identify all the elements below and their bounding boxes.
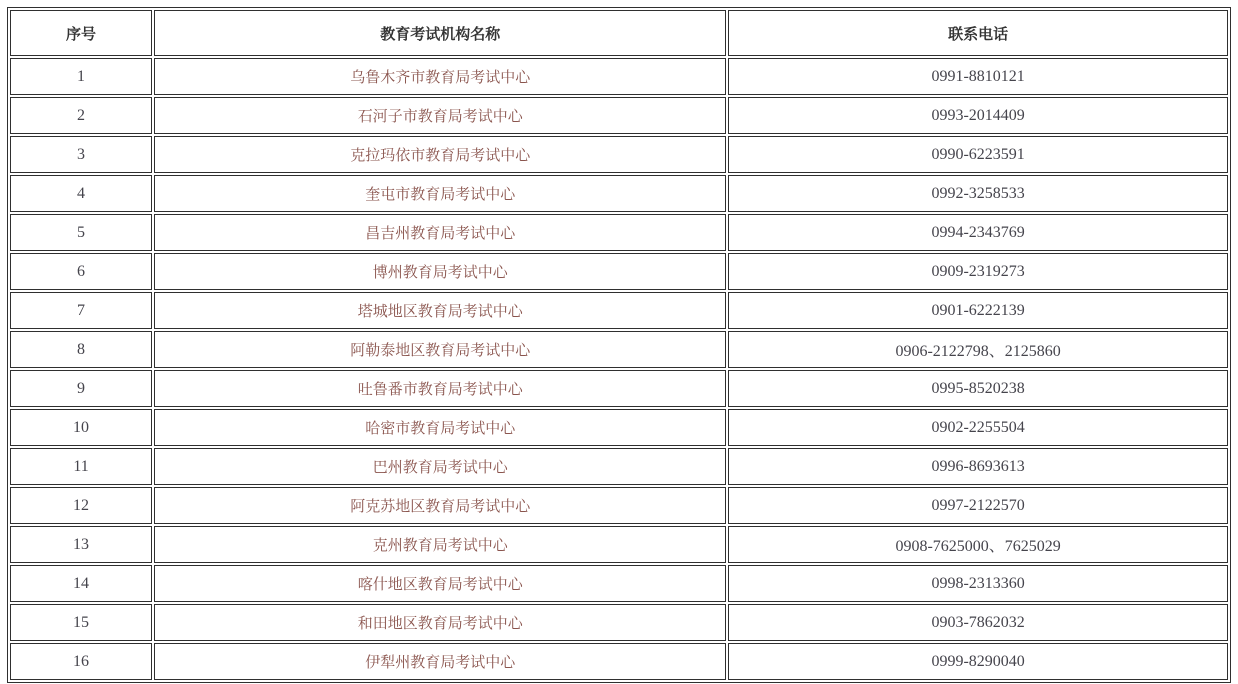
cell-institution-name: 昌吉州教育局考试中心 [154, 214, 726, 251]
cell-serial-number: 12 [10, 487, 152, 524]
cell-serial-number: 9 [10, 370, 152, 407]
cell-contact-phone: 0998-2313360 [728, 565, 1228, 602]
cell-institution-name: 伊犁州教育局考试中心 [154, 643, 726, 680]
cell-institution-name: 塔城地区教育局考试中心 [154, 292, 726, 329]
cell-institution-name: 阿勒泰地区教育局考试中心 [154, 331, 726, 368]
cell-institution-name: 石河子市教育局考试中心 [154, 97, 726, 134]
table-row [10, 58, 1228, 95]
cell-contact-phone: 0906-2122798、2125860 [728, 331, 1228, 368]
cell-institution-name: 喀什地区教育局考试中心 [154, 565, 726, 602]
table-row [10, 643, 1228, 680]
cell-serial-number: 5 [10, 214, 152, 251]
header-contact-phone: 联系电话 [728, 10, 1228, 56]
cell-contact-phone: 0996-8693613 [728, 448, 1228, 485]
cell-contact-phone: 0902-2255504 [728, 409, 1228, 446]
table-row [10, 526, 1228, 563]
cell-serial-number: 1 [10, 58, 152, 95]
table-row [10, 331, 1228, 368]
cell-contact-phone: 0992-3258533 [728, 175, 1228, 212]
exam-center-contact-table [7, 7, 1231, 683]
table-row [10, 604, 1228, 641]
cell-institution-name: 克州教育局考试中心 [154, 526, 726, 563]
cell-institution-name: 克拉玛依市教育局考试中心 [154, 136, 726, 173]
cell-contact-phone: 0990-6223591 [728, 136, 1228, 173]
cell-serial-number: 13 [10, 526, 152, 563]
cell-contact-phone: 0909-2319273 [728, 253, 1228, 290]
cell-contact-phone: 0997-2122570 [728, 487, 1228, 524]
cell-contact-phone: 0999-8290040 [728, 643, 1228, 680]
cell-institution-name: 阿克苏地区教育局考试中心 [154, 487, 726, 524]
cell-institution-name: 巴州教育局考试中心 [154, 448, 726, 485]
cell-serial-number: 16 [10, 643, 152, 680]
cell-serial-number: 10 [10, 409, 152, 446]
cell-contact-phone: 0903-7862032 [728, 604, 1228, 641]
table-row [10, 97, 1228, 134]
table-row [10, 214, 1228, 251]
cell-institution-name: 奎屯市教育局考试中心 [154, 175, 726, 212]
table-row [10, 253, 1228, 290]
cell-serial-number: 8 [10, 331, 152, 368]
cell-contact-phone: 0991-8810121 [728, 58, 1228, 95]
cell-contact-phone: 0901-6222139 [728, 292, 1228, 329]
table-row [10, 370, 1228, 407]
cell-serial-number: 11 [10, 448, 152, 485]
cell-contact-phone: 0994-2343769 [728, 214, 1228, 251]
table-row [10, 175, 1228, 212]
cell-serial-number: 7 [10, 292, 152, 329]
table-row [10, 448, 1228, 485]
cell-institution-name: 乌鲁木齐市教育局考试中心 [154, 58, 726, 95]
table-row [10, 487, 1228, 524]
table-row [10, 565, 1228, 602]
cell-contact-phone: 0995-8520238 [728, 370, 1228, 407]
cell-serial-number: 3 [10, 136, 152, 173]
table-row [10, 292, 1228, 329]
cell-serial-number: 15 [10, 604, 152, 641]
cell-serial-number: 14 [10, 565, 152, 602]
table-row [10, 409, 1228, 446]
header-institution-name: 教育考试机构名称 [154, 10, 726, 56]
cell-institution-name: 吐鲁番市教育局考试中心 [154, 370, 726, 407]
cell-serial-number: 2 [10, 97, 152, 134]
cell-institution-name: 和田地区教育局考试中心 [154, 604, 726, 641]
cell-serial-number: 6 [10, 253, 152, 290]
cell-contact-phone: 0993-2014409 [728, 97, 1228, 134]
cell-contact-phone: 0908-7625000、7625029 [728, 526, 1228, 563]
table-body [10, 58, 1228, 680]
table-row [10, 136, 1228, 173]
cell-serial-number: 4 [10, 175, 152, 212]
cell-institution-name: 博州教育局考试中心 [154, 253, 726, 290]
header-serial-number: 序号 [10, 10, 152, 56]
cell-institution-name: 哈密市教育局考试中心 [154, 409, 726, 446]
header-row [10, 10, 1228, 56]
